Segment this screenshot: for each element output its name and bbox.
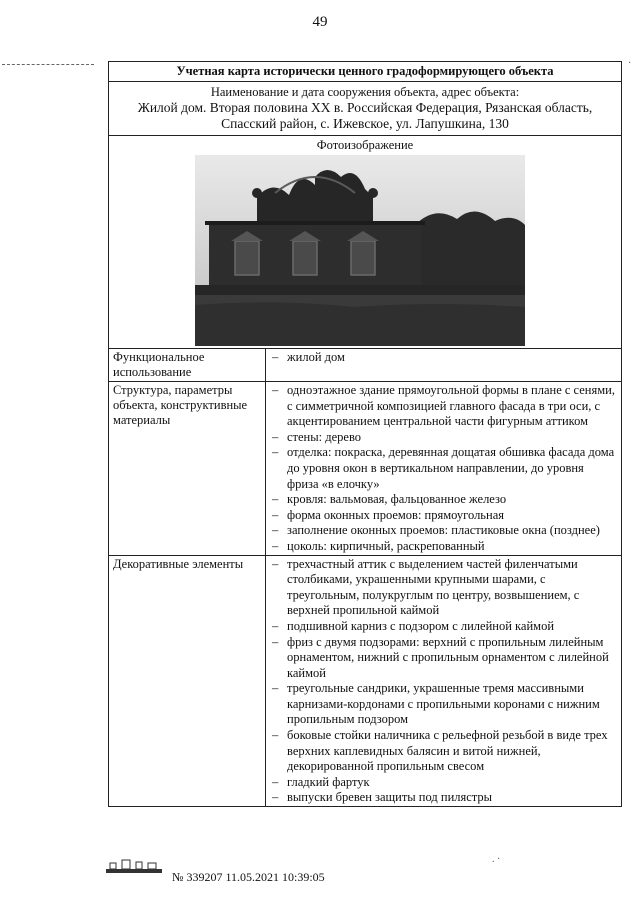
margin-dot: · — [628, 58, 632, 69]
dash: – — [272, 383, 279, 397]
row-label: Структура, параметры объекта, конструктивные материалы — [109, 382, 266, 555]
list-item — [272, 383, 617, 430]
list-item — [272, 775, 617, 791]
row-items — [266, 556, 621, 807]
dash: – — [272, 507, 279, 522]
item-text: одноэтажное здание прямоугольной формы в плане с сенями, с симметричной композицией главного фасада в три оси, с акцентированием центральной части фигурным аттиком — [287, 383, 615, 429]
row-label: Декоративные элементы — [109, 556, 266, 807]
address-heading: Наименование и дата сооружения объекта, адрес объекта: — [210, 85, 520, 99]
list-item — [272, 350, 617, 366]
row-structure — [109, 382, 621, 556]
photo-section — [109, 136, 621, 349]
row-decor — [109, 556, 621, 807]
address-line-2: Спасский район, с. Ижевское, ул. Лапушкина, 130 — [221, 116, 509, 131]
registry-logo-icon — [104, 857, 164, 875]
dash: – — [272, 556, 279, 571]
item-text: подшивной карниз с подзором с лилейной каймой — [287, 618, 555, 633]
dash: – — [272, 790, 279, 805]
item-text: стены: дерево — [287, 429, 362, 444]
row-items — [266, 349, 621, 381]
dash: – — [272, 681, 279, 696]
item-text: треугольные сандрики, украшенные тремя массивными карнизами-кордонами с пропильными коронами с нижним пропильным подзором — [287, 681, 600, 727]
list-item — [272, 539, 617, 555]
photo-label: Фотоизображение — [316, 138, 414, 152]
dash: – — [272, 523, 279, 538]
item-text: гладкий фартук — [287, 774, 370, 789]
item-text: цоколь: кирпичный, раскрепованный — [287, 538, 485, 553]
list-item — [272, 681, 617, 728]
list-item — [272, 557, 617, 619]
dash: – — [272, 728, 279, 743]
row-items — [266, 382, 621, 555]
list-item — [272, 790, 617, 806]
list-item — [272, 619, 617, 635]
address-line-1: Жилой дом. Вторая половина XX в. Российская Федерация, Рязанская область, — [137, 100, 593, 115]
list-item — [272, 445, 617, 492]
dash: – — [272, 429, 279, 444]
dash: – — [272, 774, 279, 789]
item-text: форма оконных проемов: прямоугольная — [287, 507, 504, 522]
dash: – — [272, 350, 279, 364]
document-stamp: № 339207 11.05.2021 10:39:05 — [172, 870, 325, 884]
row-label: Функциональное использование — [109, 349, 266, 381]
item-text: фриз с двумя подзорами: верхний с пропильным лилейным орнаментом, нижний с пропильным орнаментом с лилейной каймой — [287, 634, 609, 680]
item-text: отделка: покраска, деревянная дощатая обшивка фасада дома до уровня окон в вертикальном направлении, до уровня фриза «в елочку» — [287, 445, 615, 491]
list-item — [272, 492, 617, 508]
item-text: трехчастный аттик с выделением частей филенчатыми столбиками, украшенными крупными шарами, с треугольным, полукруглым по центру, возвышением, с верхней пропильной каймой — [287, 556, 580, 618]
item-text: кровля: вальмовая, фальцованное железо — [287, 492, 507, 507]
building-photo — [195, 155, 525, 346]
margin-mark — [2, 64, 94, 71]
list-item — [272, 728, 617, 775]
registration-card — [108, 61, 622, 807]
dash: – — [272, 634, 279, 649]
list-item — [272, 635, 617, 682]
address-block — [109, 82, 621, 136]
item-text: заполнение оконных проемов: пластиковые окна (позднее) — [287, 523, 600, 538]
list-item — [272, 508, 617, 524]
item-text: жилой дом — [287, 350, 345, 364]
card-title: Учетная карта исторически ценного градоформирующего объекта — [109, 62, 621, 82]
dash: – — [272, 492, 279, 507]
dash: – — [272, 538, 279, 553]
item-text: выпуски бревен защиты под пилястры — [287, 790, 493, 805]
list-item — [272, 430, 617, 446]
dash: – — [272, 618, 279, 633]
page-number: 49 — [312, 14, 328, 30]
item-text: боковые стойки наличника с рельефной резьбой в виде трех верхних каплевидных балясин и витой нижней, декорированной пропильным свесом — [287, 728, 608, 774]
list-item — [272, 523, 617, 539]
scan-mark: . · — [492, 854, 501, 865]
dash: – — [272, 445, 279, 460]
row-function — [109, 349, 621, 382]
